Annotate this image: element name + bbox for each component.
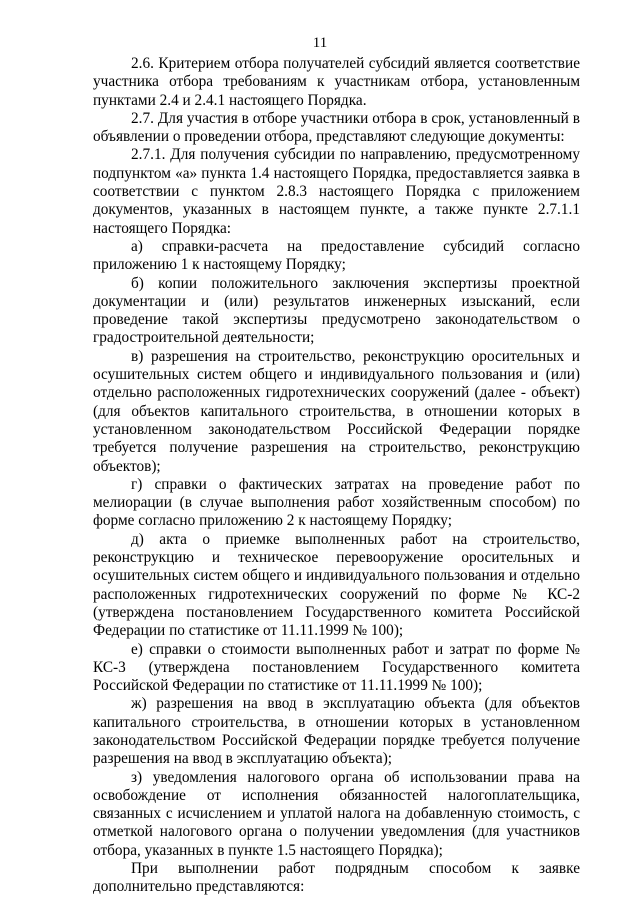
list-item-a: а) справки-расчета на предоставление субсидий согласно приложению 1 к настоящему Порядку; bbox=[93, 237, 580, 274]
list-item-b: б) копии положительного заключения экспертизы проектной документации и (или) результатов инженерных изысканий, если проведение такой экспертизы предусмотрено законодательством о градостроительной деятельности; bbox=[93, 274, 580, 347]
list-item-d: д) акта о приемке выполненных работ на строительство, реконструкцию и техническое перевооружение оросительных и осушительных систем общего и индивидуального пользования и отдельно расположенных гидротехнических сооружений по форме № КС-2 (утверждена постановлением Государственного комитета Российской Федерации по статистике от 11.11.1999 № 100); bbox=[93, 530, 580, 640]
document-body bbox=[93, 55, 580, 897]
list-item-zh: ж) разрешения на ввод в эксплуатацию объекта (для объектов капитального строительства, в отношении которых в установленном законодательством Российской Федерации порядке требуется получение разрешения на ввод в эксплуатацию объекта); bbox=[93, 695, 580, 768]
paragraph-2-7: 2.7. Для участия в отборе участники отбора в срок, установленный в объявлении о проведении отбора, представляют следующие документы: bbox=[93, 109, 580, 146]
list-item-g: г) справки о фактических затратах на проведение работ по мелиорации (в случае выполнения работ хозяйственным способом) по форме согласно приложению 2 к настоящему Порядку; bbox=[93, 475, 580, 530]
page-number: 11 bbox=[312, 35, 328, 51]
paragraph-2-7-1: 2.7.1. Для получения субсидии по направлению, предусмотренному подпунктом «а» пункта 1.4 настоящего Порядка, предоставляется заявка в соответствии с пунктом 2.8.3 настоящего Порядка с приложением документов, указанных в настоящем пункте, а также пункте 2.7.1.1 настоящего Порядка: bbox=[93, 146, 580, 237]
list-item-e: е) справки о стоимости выполненных работ и затрат по форме № КС-3 (утверждена постановлением Государственного комитета Российской Федерации по статистике от 11.11.1999 № 100); bbox=[93, 640, 580, 695]
paragraph-contract-works: При выполнении работ подрядным способом к заявке дополнительно представляются: bbox=[93, 860, 580, 896]
list-item-z: з) уведомления налогового органа об использовании права на освобождение от исполнения обязанностей налогоплательщика, связанных с исчислением и уплатой налога на добавленную стоимость, с отметкой налогового органа о получении уведомления (для участников отбора, указанных в пункте 1.5 настоящего Порядка); bbox=[93, 768, 580, 859]
list-item-v: в) разрешения на строительство, реконструкцию оросительных и осушительных систем общего и индивидуального пользования и (или) отдельно расположенных гидротехнических сооружений (далее - объект) (для объектов капитального строительства, в отношении которых в установленном законодательством Российской Федерации порядке требуется получение разрешения на строительство, реконструкцию объектов); bbox=[93, 347, 580, 475]
paragraph-2-6: 2.6. Критерием отбора получателей субсидий является соответствие участника отбора требованиям к участникам отбора, установленным пунктами 2.4 и 2.4.1 настоящего Порядка. bbox=[93, 55, 580, 109]
